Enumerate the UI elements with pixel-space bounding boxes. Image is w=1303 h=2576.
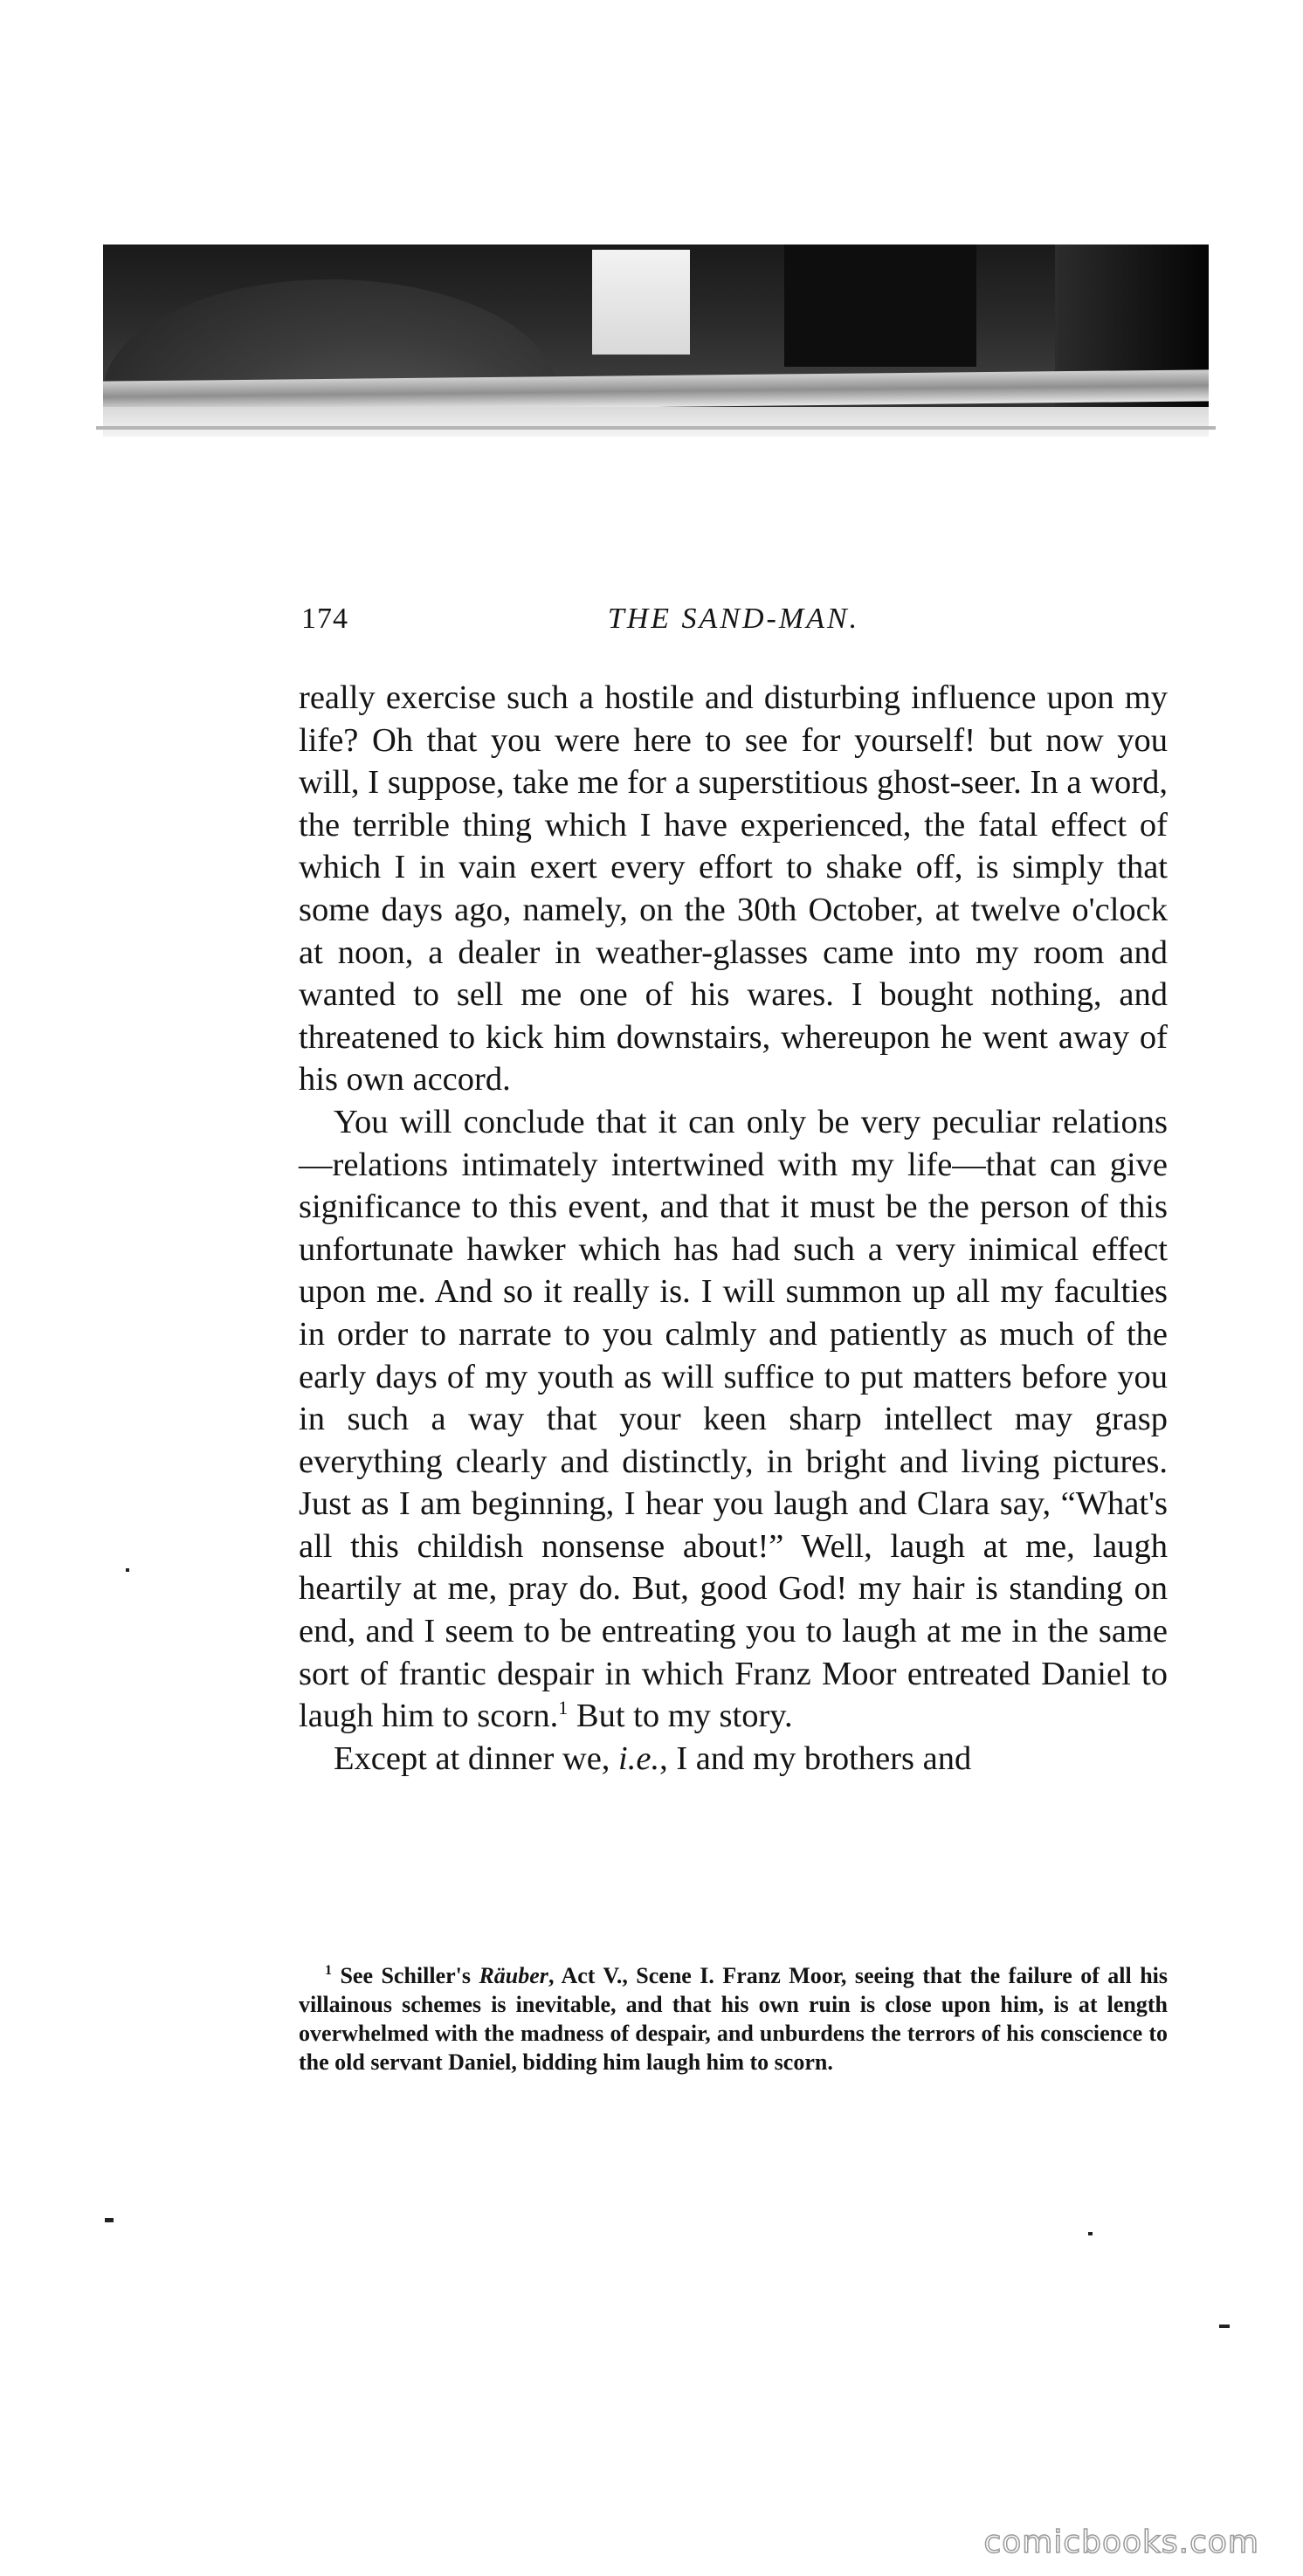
footnote-lead: See Schiller's [332,1963,479,1988]
page-number: 174 [301,603,348,635]
paragraph-2-tail: But to my story. [568,1698,793,1735]
scan-speck [105,2218,114,2222]
paragraph-3-end: , I and my brothers and [659,1739,972,1777]
paragraph-3-italic: i.e. [618,1739,660,1777]
paragraph-2-text: You will conclude that it can only be very peculiar relations—relations intimately intertwined with my life—that can give significance to this event, and that it must be the person of this unfortunate hawker which has had such a very inimical effect upon me. And so it really is. I will summon up all my faculties in order to narrate to you calmly and patiently as much of the early days of my youth as will suffice to put matters before you in such a way that your keen sharp intellect may grasp everything clearly and distinctly, in bright and living pictures. Just as I am beginning, I hear you laugh and Clara say, “What's all this childish nonsense about!” Well, laugh at me, laugh heartily at me, pray do. But, good God! my hair is standing on end, and I seem to be entreating you to laugh at me in the same sort of frantic despair in which Franz Moor entreated Daniel to laugh him to scorn. [299,1103,1168,1735]
paragraph-1: really exercise such a hostile and disturbing influence upon my life? Oh that you were here to see for yourself! but now you will, I suppose, take me for a superstitious ghost-seer. In a word, the terrible thing which I have experienced, the fatal effect of which I in vain exert every effort to shake off, is simply that some days ago, namely, on the 30th October, at twelve o'clock at noon, a dealer in weather-glasses came into my room and wanted to sell me one of his wares. I bought nothing, and threatened to kick him downstairs, whereupon he went away of his own accord. [299,679,1168,1099]
photo-ledge-shadow [103,407,1209,437]
scan-speck [126,1568,129,1572]
paragraph-3 [299,1738,1168,1780]
watermark-logo: comicbooks.com [983,2524,1259,2560]
paragraph-3-start: Except at dinner we, [334,1739,619,1777]
footnote-marker: 1 [325,1963,332,1978]
header-photograph [103,245,1209,437]
photo-dark-block [784,245,976,367]
footnote-reference: 1 [558,1697,569,1719]
paragraph-2 [299,1101,1168,1738]
scan-speck [1088,2232,1093,2235]
body-text [299,677,1168,1780]
photo-bottom-rule [96,426,1216,430]
photo-window-shape [592,250,690,355]
footnote-work-title: Räuber [479,1963,548,1988]
page-header [301,603,1166,646]
scan-speck [1219,2325,1230,2328]
running-title: THE SAND-MAN. [607,603,860,635]
footnote-text: , Act V., Scene I. Franz Moor, seeing that the failure of all his villainous schemes is inevitable, and that his own ruin is close upon him, is at length overwhelmed with the madness of despair, and unburdens the terrors of his conscience to the old servant Daniel, bidding him laugh him to scorn. [299,1963,1169,2075]
footnote [299,1961,1168,2077]
